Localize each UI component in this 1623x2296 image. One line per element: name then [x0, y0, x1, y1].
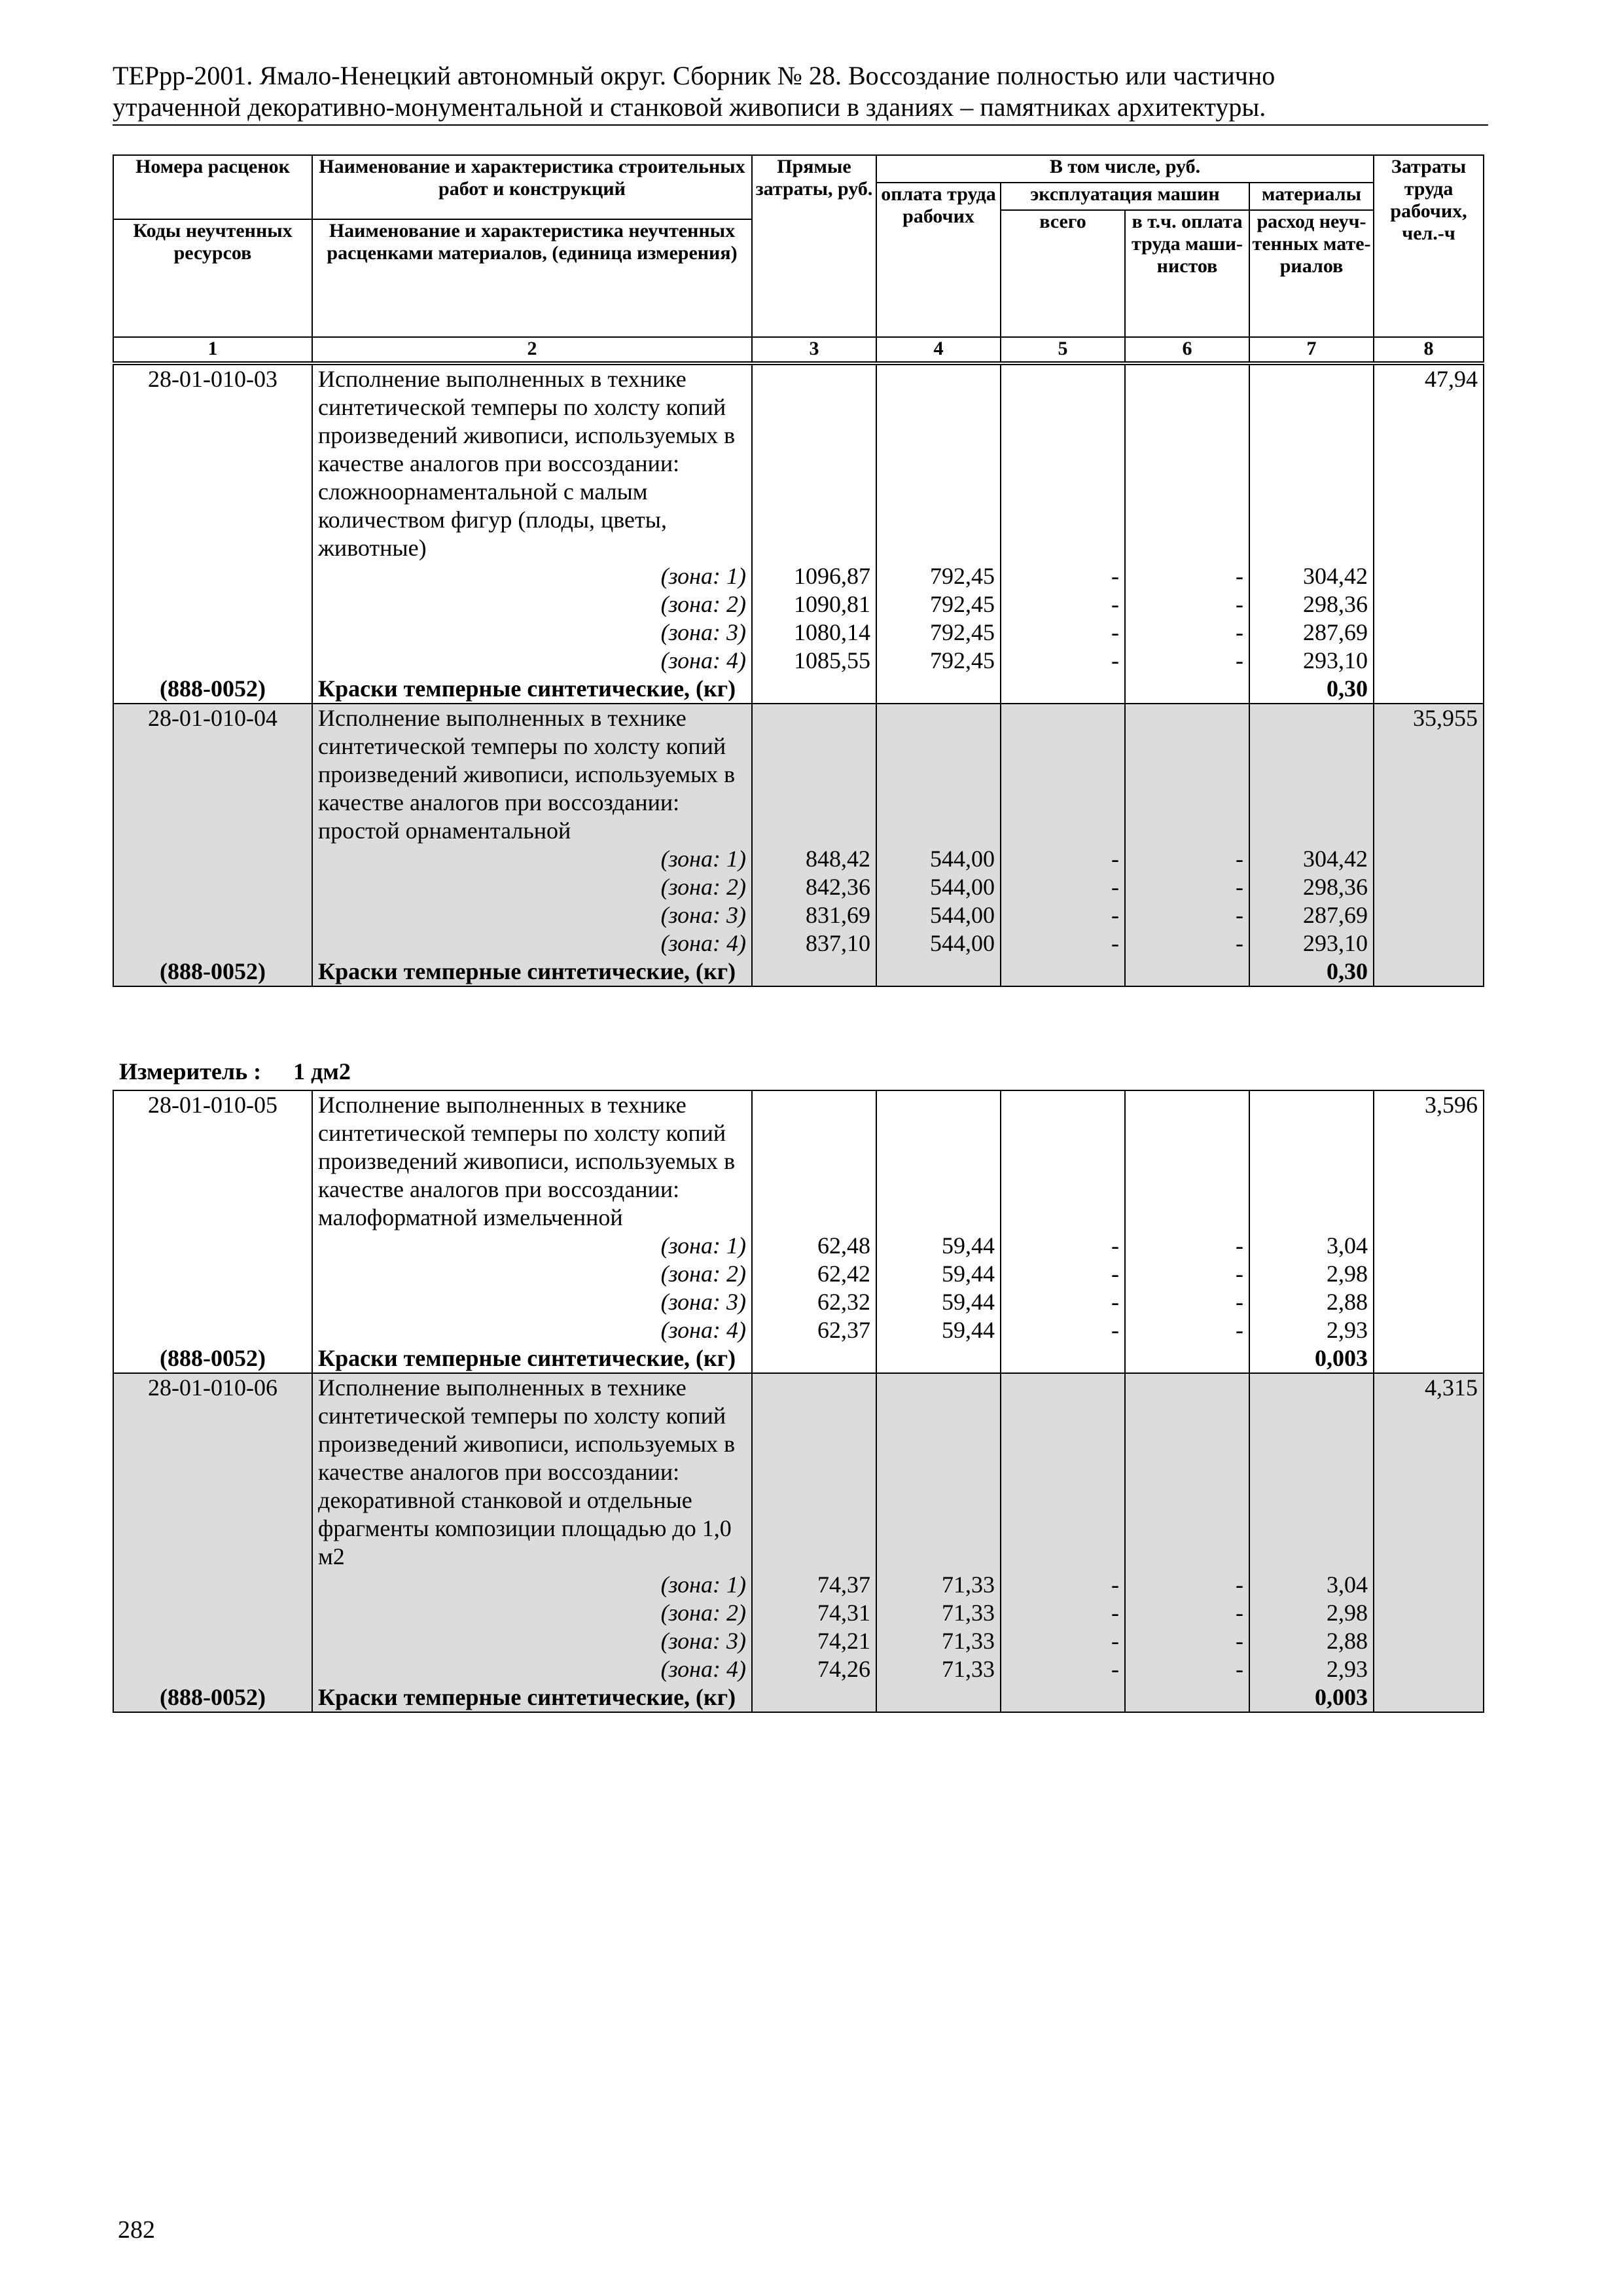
empty-cell	[876, 958, 1001, 986]
empty-cell	[1125, 1344, 1249, 1373]
header-resource-codes: Коды неучтенных ресурсов	[113, 219, 312, 337]
rate-block	[113, 365, 1484, 704]
materials-cost: 2,93	[1249, 1655, 1374, 1683]
direct-cost: 62,48	[752, 1232, 876, 1260]
measure-label: Измеритель :	[119, 1058, 262, 1085]
rates-table-header	[113, 154, 1484, 363]
machines-total: -	[1001, 647, 1125, 675]
labor-hours: 3,596	[1374, 1090, 1484, 1373]
rate-block	[113, 1090, 1484, 1373]
machines-total: -	[1001, 1316, 1125, 1344]
empty-cell	[752, 365, 876, 562]
rate-row	[113, 1373, 1484, 1571]
rate-block	[113, 1373, 1484, 1712]
machines-total: -	[1001, 929, 1125, 958]
resource-quantity: 0,003	[1249, 1344, 1374, 1373]
empty-cell	[113, 873, 312, 901]
resource-row	[113, 958, 1484, 986]
machinist-pay: -	[1125, 619, 1249, 647]
zone-row	[113, 873, 1484, 901]
empty-cell	[876, 704, 1001, 845]
header-rate-numbers: Номера расценок	[113, 155, 312, 219]
empty-cell	[113, 1627, 312, 1655]
zone-label: (зона: 3)	[312, 619, 752, 647]
machinist-pay: -	[1125, 1627, 1249, 1655]
empty-cell	[876, 365, 1001, 562]
resource-name: Краски темперные синтетические, (кг)	[312, 1683, 752, 1712]
rate-description: Исполнение выполненных в технике синтетической темперы по холсту копий произведений живописи, используемых в качестве аналогов при воссоздании: декоративной станковой и отдельные фрагменты композиции площадью до 1,0 м2	[312, 1373, 752, 1571]
zone-label: (зона: 1)	[312, 1571, 752, 1599]
machines-total: -	[1001, 1655, 1125, 1683]
labor-pay: 59,44	[876, 1260, 1001, 1288]
header-labor-hours: Затраты труда рабочих, чел.-ч	[1374, 155, 1484, 337]
resource-row	[113, 675, 1484, 704]
zone-row	[113, 619, 1484, 647]
empty-cell	[1001, 1373, 1125, 1571]
header-line-1: ТЕРрр-2001. Ямало-Ненецкий автономный округ. Сборник № 28. Воссоздание полностью или частично	[113, 61, 1275, 90]
header-materials: материалы	[1249, 183, 1374, 210]
empty-cell	[1249, 1090, 1374, 1232]
direct-cost: 848,42	[752, 845, 876, 873]
labor-pay: 544,00	[876, 929, 1001, 958]
machinist-pay: -	[1125, 1316, 1249, 1344]
rate-block	[113, 704, 1484, 986]
empty-cell	[1249, 704, 1374, 845]
zone-row	[113, 1232, 1484, 1260]
empty-cell	[752, 958, 876, 986]
empty-cell	[113, 1288, 312, 1316]
header-machinist-pay: в т.ч. оплата труда маши-нистов	[1125, 210, 1249, 337]
zone-label: (зона: 3)	[312, 901, 752, 929]
empty-cell	[1001, 704, 1125, 845]
header-machines-total: всего	[1001, 210, 1125, 337]
zone-row	[113, 1571, 1484, 1599]
machinist-pay: -	[1125, 562, 1249, 590]
zone-label: (зона: 2)	[312, 873, 752, 901]
empty-cell	[876, 675, 1001, 704]
zone-label: (зона: 4)	[312, 1316, 752, 1344]
empty-cell	[1125, 1683, 1249, 1712]
rate-description: Исполнение выполненных в технике синтетической темперы по холсту копий произведений живописи, используемых в качестве аналогов при воссоздании: простой орнаментальной	[312, 704, 752, 845]
direct-cost: 74,37	[752, 1571, 876, 1599]
materials-cost: 298,36	[1249, 590, 1374, 619]
empty-cell	[113, 590, 312, 619]
empty-cell	[752, 704, 876, 845]
machines-total: -	[1001, 1627, 1125, 1655]
header-unaccounted-materials: расход неуч-тенных мате-риалов	[1249, 210, 1374, 337]
labor-pay: 544,00	[876, 873, 1001, 901]
materials-cost: 287,69	[1249, 619, 1374, 647]
direct-cost: 74,26	[752, 1655, 876, 1683]
rate-row	[113, 365, 1484, 562]
labor-pay: 792,45	[876, 562, 1001, 590]
machinist-pay: -	[1125, 901, 1249, 929]
direct-cost: 74,31	[752, 1599, 876, 1627]
empty-cell	[1001, 958, 1125, 986]
empty-cell	[752, 675, 876, 704]
rates-table-part-1	[113, 364, 1484, 987]
labor-pay: 792,45	[876, 590, 1001, 619]
machinist-pay: -	[1125, 1655, 1249, 1683]
zone-label: (зона: 4)	[312, 929, 752, 958]
zone-row	[113, 1627, 1484, 1655]
zone-label: (зона: 2)	[312, 590, 752, 619]
empty-cell	[1001, 1344, 1125, 1373]
machines-total: -	[1001, 845, 1125, 873]
labor-hours: 35,955	[1374, 704, 1484, 986]
empty-cell	[876, 1090, 1001, 1232]
resource-name: Краски темперные синтетические, (кг)	[312, 1344, 752, 1373]
labor-pay: 71,33	[876, 1627, 1001, 1655]
resource-row	[113, 1344, 1484, 1373]
resource-quantity: 0,30	[1249, 958, 1374, 986]
machinist-pay: -	[1125, 1599, 1249, 1627]
empty-cell	[752, 1090, 876, 1232]
machines-total: -	[1001, 1260, 1125, 1288]
materials-cost: 2,98	[1249, 1260, 1374, 1288]
machines-total: -	[1001, 1571, 1125, 1599]
machinist-pay: -	[1125, 1571, 1249, 1599]
machines-total: -	[1001, 590, 1125, 619]
machines-total: -	[1001, 1599, 1125, 1627]
machines-total: -	[1001, 1288, 1125, 1316]
direct-cost: 837,10	[752, 929, 876, 958]
empty-cell	[113, 929, 312, 958]
zone-label: (зона: 3)	[312, 1627, 752, 1655]
direct-cost: 1090,81	[752, 590, 876, 619]
machines-total: -	[1001, 873, 1125, 901]
labor-pay: 71,33	[876, 1571, 1001, 1599]
page-number: 282	[118, 2216, 155, 2244]
empty-cell	[113, 845, 312, 873]
direct-cost: 842,36	[752, 873, 876, 901]
measure-value: 1 дм2	[293, 1058, 351, 1085]
materials-cost: 3,04	[1249, 1232, 1374, 1260]
materials-cost: 293,10	[1249, 929, 1374, 958]
resource-code: (888-0052)	[113, 1344, 312, 1373]
empty-cell	[113, 1316, 312, 1344]
empty-cell	[113, 562, 312, 590]
header-direct-costs: Прямые затраты, руб.	[752, 155, 876, 337]
materials-cost: 287,69	[1249, 901, 1374, 929]
labor-pay: 59,44	[876, 1316, 1001, 1344]
empty-cell	[1001, 365, 1125, 562]
resource-code: (888-0052)	[113, 675, 312, 704]
rate-row	[113, 1090, 1484, 1232]
labor-pay: 59,44	[876, 1232, 1001, 1260]
zone-row	[113, 647, 1484, 675]
empty-cell	[113, 1599, 312, 1627]
rate-code: 28-01-010-04	[113, 704, 312, 845]
empty-cell	[1249, 365, 1374, 562]
empty-cell	[1249, 1373, 1374, 1571]
zone-label: (зона: 2)	[312, 1599, 752, 1627]
zone-row	[113, 1655, 1484, 1683]
machinist-pay: -	[1125, 647, 1249, 675]
materials-cost: 298,36	[1249, 873, 1374, 901]
empty-cell	[752, 1344, 876, 1373]
column-number: 6	[1125, 337, 1249, 362]
machinist-pay: -	[1125, 1288, 1249, 1316]
materials-cost: 2,93	[1249, 1316, 1374, 1344]
empty-cell	[113, 647, 312, 675]
empty-cell	[113, 619, 312, 647]
zone-row	[113, 845, 1484, 873]
labor-pay: 59,44	[876, 1288, 1001, 1316]
zone-row	[113, 562, 1484, 590]
machinist-pay: -	[1125, 1232, 1249, 1260]
labor-pay: 792,45	[876, 619, 1001, 647]
direct-cost: 1080,14	[752, 619, 876, 647]
rate-description: Исполнение выполненных в технике синтетической темперы по холсту копий произведений живописи, используемых в качестве аналогов при воссоздании: малоформатной измельченной	[312, 1090, 752, 1232]
labor-hours: 47,94	[1374, 365, 1484, 704]
machinist-pay: -	[1125, 845, 1249, 873]
rate-description: Исполнение выполненных в технике синтетической темперы по холсту копий произведений живописи, используемых в качестве аналогов при воссоздании: сложноорнаментальной с малым количеством фигур (плоды, цветы, животные)	[312, 365, 752, 562]
rate-row	[113, 704, 1484, 845]
empty-cell	[113, 1260, 312, 1288]
direct-cost: 62,32	[752, 1288, 876, 1316]
zone-label: (зона: 2)	[312, 1260, 752, 1288]
labor-pay: 544,00	[876, 901, 1001, 929]
direct-cost: 74,21	[752, 1627, 876, 1655]
machinist-pay: -	[1125, 873, 1249, 901]
resource-row	[113, 1683, 1484, 1712]
header-material-name: Наименование и характеристика неучтенных расценками материалов, (единица измерения)	[312, 219, 752, 337]
zone-label: (зона: 1)	[312, 845, 752, 873]
rates-table-part-2	[113, 1090, 1484, 1713]
page-header	[113, 60, 1487, 123]
labor-hours: 4,315	[1374, 1373, 1484, 1712]
materials-cost: 3,04	[1249, 1571, 1374, 1599]
zone-label: (зона: 4)	[312, 647, 752, 675]
direct-cost: 1085,55	[752, 647, 876, 675]
empty-cell	[752, 1373, 876, 1571]
empty-cell	[1001, 1090, 1125, 1232]
machines-total: -	[1001, 619, 1125, 647]
resource-name: Краски темперные синтетические, (кг)	[312, 958, 752, 986]
machines-total: -	[1001, 562, 1125, 590]
empty-cell	[1001, 675, 1125, 704]
header-labor-pay: оплата труда рабочих	[876, 183, 1001, 337]
materials-cost: 2,88	[1249, 1627, 1374, 1655]
zone-row	[113, 1316, 1484, 1344]
empty-cell	[876, 1683, 1001, 1712]
resource-name: Краски темперные синтетические, (кг)	[312, 675, 752, 704]
header-divider	[113, 124, 1488, 126]
column-number: 5	[1001, 337, 1125, 362]
column-number: 1	[113, 337, 312, 362]
zone-row	[113, 901, 1484, 929]
zone-row	[113, 929, 1484, 958]
zone-row	[113, 1288, 1484, 1316]
empty-cell	[113, 1571, 312, 1599]
labor-pay: 71,33	[876, 1599, 1001, 1627]
column-number: 8	[1374, 337, 1484, 362]
machinist-pay: -	[1125, 929, 1249, 958]
zone-label: (зона: 4)	[312, 1655, 752, 1683]
zone-row	[113, 590, 1484, 619]
materials-cost: 304,42	[1249, 845, 1374, 873]
resource-code: (888-0052)	[113, 1683, 312, 1712]
header-work-name: Наименование и характеристика строительных работ и конструкций	[312, 155, 752, 219]
rate-code: 28-01-010-05	[113, 1090, 312, 1232]
column-number: 4	[876, 337, 1001, 362]
header-including: В том числе, руб.	[876, 155, 1374, 183]
labor-pay: 71,33	[876, 1655, 1001, 1683]
zone-label: (зона: 1)	[312, 1232, 752, 1260]
materials-cost: 304,42	[1249, 562, 1374, 590]
empty-cell	[876, 1373, 1001, 1571]
machines-total: -	[1001, 901, 1125, 929]
empty-cell	[1125, 1373, 1249, 1571]
resource-code: (888-0052)	[113, 958, 312, 986]
labor-pay: 792,45	[876, 647, 1001, 675]
direct-cost: 1096,87	[752, 562, 876, 590]
header-line-2: утраченной декоративно-монументальной и станковой живописи в зданиях – памятниках архитектуры.	[113, 92, 1266, 122]
zone-row	[113, 1260, 1484, 1288]
direct-cost: 831,69	[752, 901, 876, 929]
empty-cell	[113, 1655, 312, 1683]
column-number: 2	[312, 337, 752, 362]
column-number: 3	[752, 337, 876, 362]
materials-cost: 2,88	[1249, 1288, 1374, 1316]
machinist-pay: -	[1125, 590, 1249, 619]
machines-total: -	[1001, 1232, 1125, 1260]
empty-cell	[1125, 958, 1249, 986]
measure-unit-line	[119, 1058, 351, 1085]
machinist-pay: -	[1125, 1260, 1249, 1288]
direct-cost: 62,42	[752, 1260, 876, 1288]
resource-quantity: 0,30	[1249, 675, 1374, 704]
empty-cell	[1125, 1090, 1249, 1232]
rate-code: 28-01-010-06	[113, 1373, 312, 1571]
resource-quantity: 0,003	[1249, 1683, 1374, 1712]
zone-row	[113, 1599, 1484, 1627]
materials-cost: 2,98	[1249, 1599, 1374, 1627]
empty-cell	[1001, 1683, 1125, 1712]
rate-code: 28-01-010-03	[113, 365, 312, 562]
empty-cell	[113, 1232, 312, 1260]
column-number: 7	[1249, 337, 1374, 362]
empty-cell	[752, 1683, 876, 1712]
empty-cell	[113, 901, 312, 929]
header-machines: эксплуатация машин	[1001, 183, 1249, 210]
empty-cell	[876, 1344, 1001, 1373]
materials-cost: 293,10	[1249, 647, 1374, 675]
empty-cell	[1125, 704, 1249, 845]
empty-cell	[1125, 365, 1249, 562]
zone-label: (зона: 3)	[312, 1288, 752, 1316]
direct-cost: 62,37	[752, 1316, 876, 1344]
empty-cell	[1125, 675, 1249, 704]
labor-pay: 544,00	[876, 845, 1001, 873]
zone-label: (зона: 1)	[312, 562, 752, 590]
